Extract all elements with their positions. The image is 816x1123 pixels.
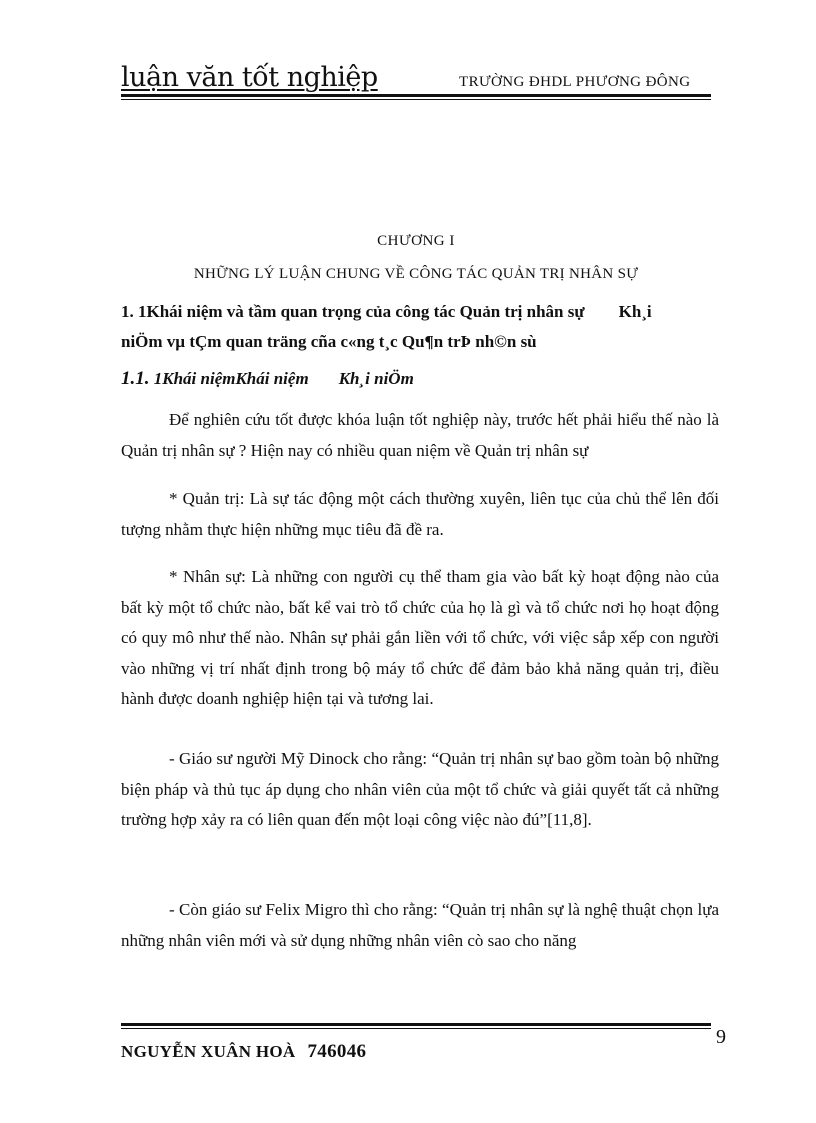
header-university: TRƯỜNG ĐHDL PHƯƠNG ĐÔNG (459, 74, 691, 90)
body-paragraph (121, 405, 719, 466)
body-paragraph (121, 744, 719, 836)
section-heading-garbled: Kh¸i (618, 302, 652, 321)
section-heading-text: 1. 1Khái niệm và tầm quan trọng của công tác Quản trị nhân sự (121, 302, 585, 321)
student-id: 746046 (307, 1041, 367, 1062)
body-paragraph (121, 484, 719, 545)
subsection-garbled: Kh¸i niÖm (338, 369, 414, 388)
body-paragraph (121, 895, 719, 956)
footer-rule-thick (121, 1023, 711, 1026)
body-paragraph (121, 562, 719, 715)
subsection-number: 1.1. (121, 368, 150, 389)
section-heading-garbled-line2: niÖm vµ tÇm quan träng cña c«ng t¸c Qu¶n trÞ nh©n sù (121, 332, 537, 351)
header-rule-thick (121, 94, 711, 97)
page-number: 9 (716, 1026, 726, 1048)
author-name: NGUYỄN XUÂN HOÀ (121, 1042, 296, 1061)
paragraph-text: - Giáo sư người Mỹ Dinock cho rằng: “Quản trị nhân sự bao gồm toàn bộ những biện pháp và thủ tục áp dụng cho nhân viên của một tổ chức và giải quyết tất cả những trường hợp xảy ra có liên quan đến một loại công việc nào đú”[11,8]. (121, 749, 719, 829)
chapter-heading: CHƯƠNG I (377, 233, 455, 249)
section-heading (121, 297, 721, 357)
chapter-title: NHỮNG LÝ LUẬN CHUNG VỀ CÔNG TÁC QUẢN TRỊ NHÂN SỰ (193, 266, 639, 282)
header-title-left: luận văn tốt nghiệp (121, 62, 378, 93)
paragraph-text: * Quản trị: Là sự tác động một cách thường xuyên, liên tục của chủ thể lên đối tượng nhằm thực hiện những mục tiêu đã đề ra. (121, 489, 719, 539)
subsection-title: 1Khái niệmKhái niệm (153, 369, 309, 388)
footer-author (121, 1041, 366, 1063)
paragraph-text: * Nhân sự: Là những con người cụ thể tham gia vào bất kỳ hoạt động nào của bất kỳ một tổ chức nào, bất kể vai trò tổ chức của họ là gì và tổ chức nơi họ hoạt động có quy mô như thế nào. Nhân sự phải gắn liền với tổ chức, với việc sắp xếp con người vào những vị trí nhất định trong bộ máy tổ chức để đảm bảo khả năng quản trị, điều hành được doanh nghiệp hiện tại và tương lai. (121, 567, 719, 708)
paragraph-text: - Còn giáo sư Felix Migro thì cho rằng: “Quản trị nhân sự là nghệ thuật chọn lựa những nhân viên mới và sử dụng những nhân viên cò sao cho năng (121, 900, 719, 950)
header-rule-thin (121, 99, 711, 100)
paragraph-text: Để nghiên cứu tốt được khóa luận tốt nghiệp này, trước hết phải hiểu thế nào là Quản trị nhân sự ? Hiện nay có nhiều quan niệm về Quản trị nhân sự (121, 410, 719, 460)
footer-rule-thin (121, 1028, 711, 1029)
subsection-heading (121, 368, 414, 390)
